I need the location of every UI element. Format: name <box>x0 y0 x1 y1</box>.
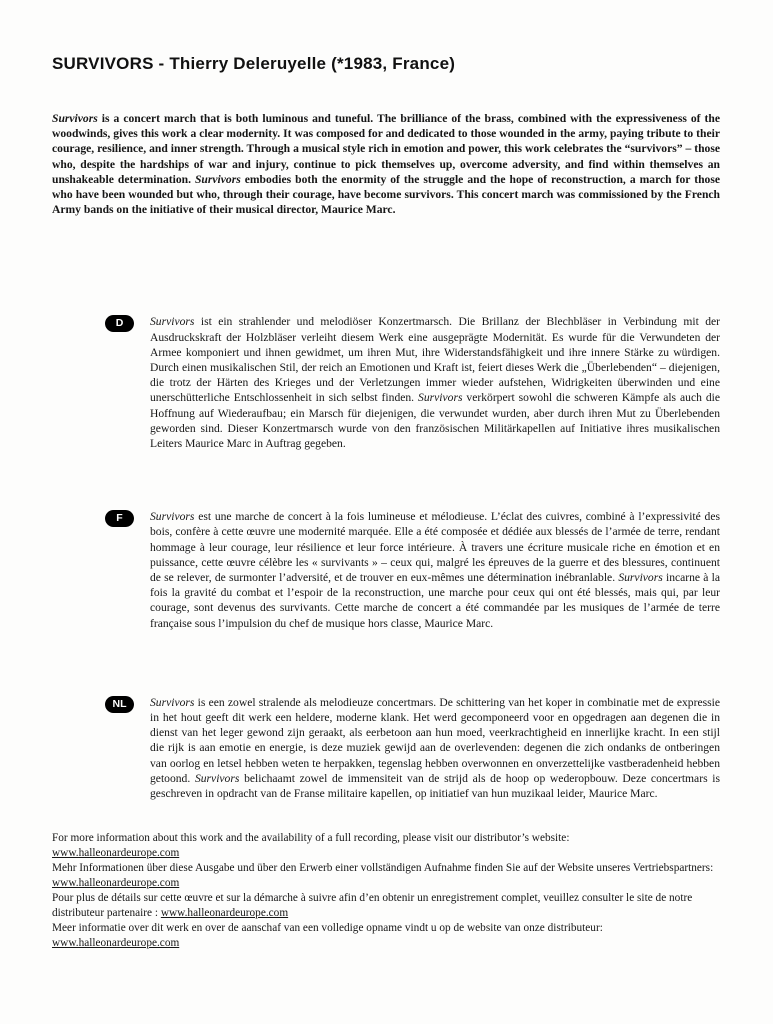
paragraph-dutch <box>150 695 720 801</box>
text-run: is een zowel stralende als melodieuze concertmars. De schittering van het koper in combinatie met de expressie in het hout geeft dit werk een heldere, moderne klank. Het werd gecomponeerd voor en opgedragen aan degenen die in dienst van het leger gewond zijn geraakt, als eerbetoon aan hun moed, veerkrachtigheid en innerlijke kracht. In een stijl die rijk is aan emotie en energie, is deze muziek gewijd aan de overlevenden: degenen die zich ondanks de ontberingen van oorlog en letsel hebben weten te herpakken, tegenslag hebben overwonnen en onverzettelijke vastberadenheid hebben getoond. <box>150 695 720 785</box>
text-run: Survivors <box>52 112 98 125</box>
language-badge-nl: NL <box>105 696 134 713</box>
text-run: Survivors <box>150 695 195 709</box>
footer-paragraph-french <box>52 891 720 921</box>
paragraph-german <box>150 314 720 451</box>
footer-paragraph-english <box>52 831 720 861</box>
page-title: SURVIVORS - Thierry Deleruyelle (*1983, France) <box>52 54 456 73</box>
text-run: Survivors <box>150 510 195 524</box>
text-run: Survivors <box>418 391 463 405</box>
text-run: Meer informatie over dit werk en over de aanschaf van een volledige opname vindt u op de website van onze distributeur: <box>52 922 603 935</box>
footer-paragraph-dutch <box>52 921 720 951</box>
text-run: Survivors <box>194 172 241 186</box>
distributor-link[interactable]: www.halleonardeurope.com <box>52 847 180 860</box>
language-badge-fr: F <box>105 510 134 527</box>
text-run: For more information about this work and the availability of a full recording, please visit our distributor’s website: <box>52 832 570 845</box>
paragraph-french <box>150 509 720 631</box>
text-run: is a concert march that is both luminous and tuneful. The brilliance of the brass, combined with the expressiveness of the woodwinds, gives this work a clear modernity. It was composed for and dedicated to those wounded in the army, paying tribute to their courage, resilience, and inner strength. Through a musical style rich in emotion and power, this work celebrates the “survivors” – those who, despite the hardships of war and injury, continue to pick themselves up, overcome adversity, and find within themselves an unshakeable determination. <box>52 112 720 186</box>
intro-paragraph-english <box>52 111 720 217</box>
text-run: verkörpert sowohl die schweren Kämpfe als auch die Hoffnung auf Wiederaufbau; ein Marsch für diejenigen, die verwundet wurden, aber durch ihren Mut zu Überlebenden geworden sind. Dieser Konzertmarsch wurde von den französischen Militärkapellen auf Initiative ihres musikalischen Leiters Maurice Marc in Auftrag gegeben. <box>150 391 720 451</box>
distributor-link[interactable]: www.halleonardeurope.com <box>160 907 289 920</box>
text-run: Survivors <box>194 771 240 785</box>
text-run: ist ein strahlender und melodiöser Konzertmarsch. Die Brillanz der Blechbläser in Verbindung mit der Ausdruckskraft der Holzbläser verleiht diesem Werk eine ausgeprägte Modernität. Es wurde für die Verwundeten der Armee komponiert und ihnen gewidmet, um ihren Mut, ihre Widerstandsfähigkeit und ihre innere Stärke zu würdigen. Durch einen musikalischen Stil, der reich an Emotionen und Kraft ist, feiert dieses Werk die „Überlebenden“ – diejenigen, die trotz der Härten des Krieges und der Verletzungen immer wieder aufstehen, Widrigkeiten überwinden und eine unerschütterliche Entschlossenheit in sich selbst finden. <box>150 315 720 405</box>
text-run: est une marche de concert à la fois lumineuse et mélodieuse. L’éclat des cuivres, combiné à l’expressivité des bois, confère à cette œuvre une modernité marquée. Elle a été composée et dédiée aux blessés de l’armée de terre, rendant hommage à leur courage, leur résilience et leur force intérieure. À travers une écriture musicale riche en émotion et en puissance, cette œuvre célèbre les « survivants » – ceux qui, malgré les épreuves de la guerre et des blessures, continuent de se relever, de surmonter l’adversité, et de trouver en eux-mêmes une détermination inébranlable. <box>150 510 720 585</box>
footer-paragraph-german <box>52 861 720 891</box>
text-run: Survivors <box>618 571 663 585</box>
text-run: Pour plus de détails sur cette œuvre et sur la démarche à suivre afin d’en obtenir un enregistrement complet, veuillez consulter le site de notre distributeur partenaire : <box>52 892 693 920</box>
distributor-link[interactable]: www.halleonardeurope.com <box>52 877 180 890</box>
section-french <box>105 509 720 631</box>
footer-distributor-info <box>52 831 720 951</box>
text-run: belichaamt zowel de immensiteit van de strijd als de hoop op wederopbouw. Deze concertmars is geschreven in opdracht van de Franse militaire kapellen, op initiatief van hun muzikaal leider, Maurice Marc. <box>150 771 720 801</box>
language-badge-de: D <box>105 315 134 332</box>
text-run: embodies both the enormity of the struggle and the hope of reconstruction, a march for those who have been wounded but who, through their courage, have become survivors. This concert march was commissioned by the French Army bands on the initiative of their musical director, Maurice Marc. <box>52 172 721 217</box>
text-run: Mehr Informationen über diese Ausgabe und über den Erwerb einer vollständigen Aufnahme finden Sie auf der Website unseres Vertriebspartners: <box>52 862 714 875</box>
section-dutch <box>105 695 720 801</box>
section-german <box>105 314 720 451</box>
text-run: incarne à la fois la gravité du combat et l’espoir de la reconstruction, une marche pour ceux qui ont été blessés, mais qui, par leur courage, sont devenus des survivants. Cette marche de concert a été commandée par les musiques de l’armée de terre française sous l’impulsion du chef de musique hors classe, Maurice Marc. <box>150 571 720 630</box>
text-run: Survivors <box>150 315 195 329</box>
distributor-link[interactable]: www.halleonardeurope.com <box>52 937 180 950</box>
